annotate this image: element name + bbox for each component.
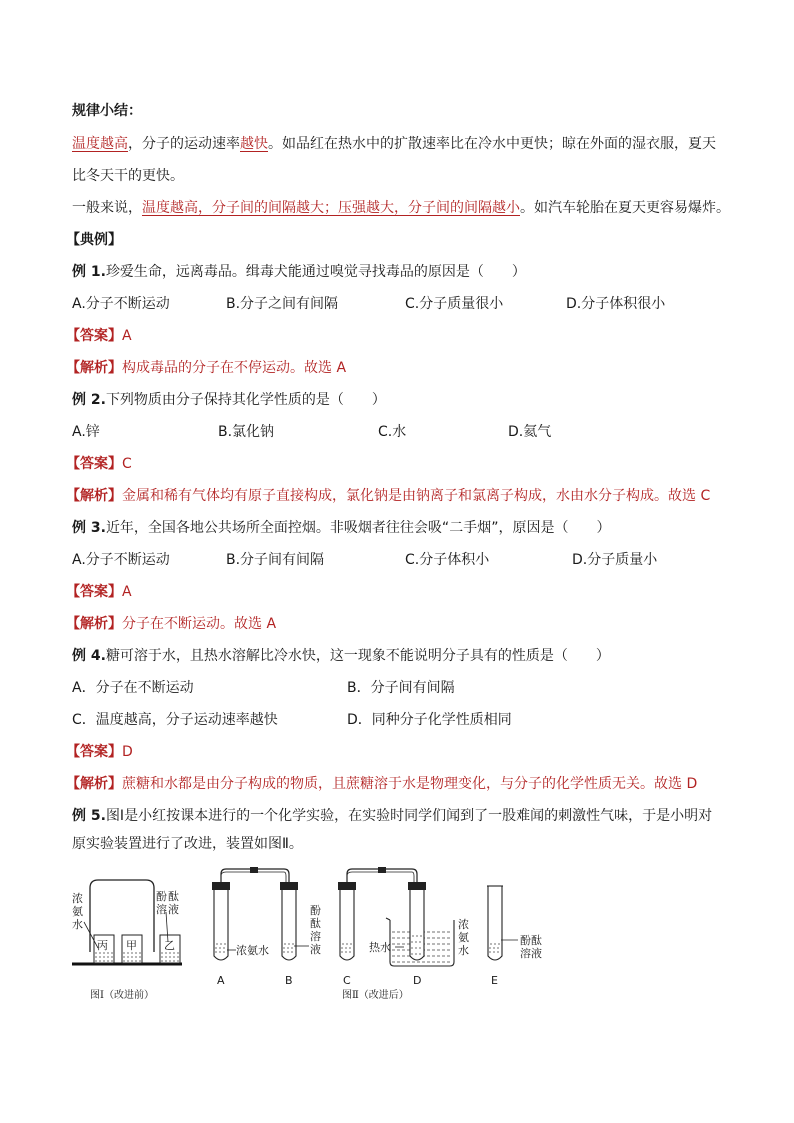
example-label: 例 5. — [72, 808, 106, 824]
summary-p2-underlined: 温度越高，分子间的间隔越大；压强越大，分子间的间隔越小 — [142, 200, 520, 216]
test-tube-a — [214, 890, 228, 960]
example-5-question-line-2: 原实验装置进行了改进，装置如图Ⅱ。 — [72, 836, 303, 852]
example-3-answer — [66, 582, 132, 602]
option-a: A.锌 — [72, 424, 100, 440]
answer-tag: 【答案】 — [66, 328, 122, 344]
example-1-answer — [66, 326, 132, 346]
example-label: 例 4. — [72, 648, 106, 664]
label-char: 液 — [168, 903, 179, 916]
question-text: 下列物质由分子保持其化学性质的是（ ） — [105, 392, 386, 408]
option-b: B.分子之间有间隔 — [226, 296, 339, 312]
option-d: D．同种分子化学性质相同 — [347, 712, 512, 728]
example-4-answer — [66, 742, 133, 762]
tube-letter: B — [285, 974, 293, 987]
analysis-text: 分子在不断运动。故选 A — [122, 616, 277, 632]
summary-paragraph-2 — [72, 198, 730, 218]
example-4-question — [72, 646, 610, 666]
stopper-b — [280, 882, 298, 890]
summary-heading: 规律小结： — [72, 103, 142, 119]
option-d: D.分子体积很小 — [566, 296, 666, 312]
figure-2-left-apparatus — [212, 867, 321, 987]
option-d: D.分子质量小 — [572, 552, 658, 568]
option-c: C.分子质量很小 — [405, 296, 504, 312]
answer-value: A — [122, 328, 132, 344]
analysis-tag: 【解析】 — [66, 488, 122, 504]
summary-p1-underlined: 越快 — [240, 136, 268, 152]
option-c: C.水 — [378, 424, 407, 440]
clamp — [378, 867, 386, 873]
question-text: 图Ⅰ是小红按课本进行的一个化学实验，在实验时同学们闻到了一股难闻的刺激性气味，于是小明对 — [105, 808, 713, 824]
tube-letter: A — [217, 974, 225, 987]
analysis-text: 蔗糖和水都是由分子构成的物质，且蔗糖溶于水是物理变化，与分子的化学性质无关。故选 D — [122, 776, 698, 792]
stopper-c — [338, 882, 356, 890]
label-char: 浓 — [72, 892, 83, 905]
answer-value: C — [122, 456, 132, 472]
figure-2-right-apparatus — [338, 867, 542, 1001]
test-tube-c — [340, 890, 354, 960]
test-tube-b — [282, 890, 296, 960]
analysis-tag: 【解析】 — [66, 360, 122, 376]
example-label: 例 1. — [72, 264, 106, 280]
label-char: 水 — [72, 918, 83, 931]
example-2-question — [72, 390, 386, 410]
hot-water-label: 热水 — [369, 941, 391, 954]
test-tube-d — [410, 890, 424, 960]
label-char: 酚 — [156, 890, 167, 903]
example-5-question — [72, 806, 712, 826]
example-label: 例 2. — [72, 392, 106, 408]
phenol-label-e: 酚酞 — [520, 934, 542, 947]
example-2-analysis — [66, 486, 710, 506]
tube-letter: D — [413, 974, 422, 987]
tube-letter: E — [491, 974, 498, 987]
question-text: 糖可溶于水，且热水溶解比冷水快，这一现象不能说明分子具有的性质是（ ） — [105, 648, 610, 664]
summary-p1-rest: 。如品红在热水中的扩散速率比在冷水中更快；晾在外面的湿衣服，夏天 — [268, 136, 716, 152]
figure-1-apparatus — [72, 880, 182, 1001]
cup-label: 乙 — [164, 939, 175, 952]
label-char: 浓 — [458, 918, 469, 931]
question-text: 近年，全国各地公共场所全面控烟。非吸烟者往往会吸“二手烟”，原因是（ ） — [105, 520, 611, 536]
analysis-tag: 【解析】 — [66, 616, 122, 632]
example-3-analysis — [66, 614, 276, 634]
summary-paragraph-1-line-2: 比冬天干的更快。 — [72, 168, 184, 184]
label-char: 氨 — [458, 931, 469, 944]
answer-value: D — [122, 744, 133, 760]
example-1-question — [72, 262, 526, 282]
option-c: C．温度越高，分子运动速率越快 — [72, 712, 278, 728]
summary-p1-red: 温度越高 — [72, 136, 128, 152]
option-c: C.分子体积小 — [405, 552, 490, 568]
option-a: A.分子不断运动 — [72, 296, 170, 312]
analysis-tag: 【解析】 — [66, 776, 122, 792]
example-2-answer — [66, 454, 132, 474]
answer-tag: 【答案】 — [66, 456, 122, 472]
tube-letter: C — [343, 974, 351, 987]
cup-label: 甲 — [126, 939, 137, 952]
figure-2-caption: 图Ⅱ（改进后） — [342, 990, 409, 1001]
experiment-figure — [70, 860, 670, 1010]
answer-tag: 【答案】 — [66, 744, 122, 760]
label-char: 氨 — [72, 905, 83, 918]
option-b: B.分子间有间隔 — [226, 552, 325, 568]
label-char: 溶 — [156, 903, 167, 916]
option-a: A．分子在不断运动 — [72, 680, 194, 696]
option-b: B.氯化钠 — [218, 424, 275, 440]
analysis-text: 金属和稀有气体均有原子直接构成，氯化钠是由钠离子和氯离子构成，水由水分子构成。故选 C — [122, 488, 711, 504]
label-char: 水 — [458, 944, 469, 957]
clamp — [250, 867, 258, 873]
summary-p1-mid: ，分子的运动速率 — [128, 136, 240, 152]
example-label: 例 3. — [72, 520, 106, 536]
summary-paragraph-1 — [72, 134, 716, 154]
label-char: 溶 — [310, 930, 321, 943]
summary-p2-post: 。如汽车轮胎在夏天更容易爆炸。 — [520, 200, 730, 216]
test-tube-e — [488, 886, 502, 960]
example-1-analysis — [66, 358, 346, 378]
example-3-question — [72, 518, 610, 538]
question-text: 珍爱生命，远离毒品。缉毒犬能通过嗅觉寻找毒品的原因是（ ） — [105, 264, 526, 280]
section-title: 【典例】 — [66, 232, 122, 248]
example-4-analysis — [66, 774, 697, 794]
label-char: 酞 — [168, 890, 179, 903]
cup-label: 丙 — [97, 939, 108, 952]
label-char: 酚 — [310, 904, 321, 917]
option-b: B．分子间有间隔 — [347, 680, 455, 696]
answer-value: A — [122, 584, 132, 600]
option-d: D.氦气 — [508, 424, 552, 440]
answer-tag: 【答案】 — [66, 584, 122, 600]
summary-p2-pre: 一般来说， — [72, 200, 142, 216]
label-char: 酞 — [310, 917, 321, 930]
phenol-label-e: 溶液 — [520, 947, 542, 960]
label-char: 液 — [310, 943, 321, 956]
analysis-text: 构成毒品的分子在不停运动。故选 A — [122, 360, 347, 376]
stopper-d — [408, 882, 426, 890]
figure-1-caption: 图Ⅰ（改进前） — [90, 990, 154, 1001]
stopper-a — [212, 882, 230, 890]
option-a: A.分子不断运动 — [72, 552, 170, 568]
ammonia-label: 浓氨水 — [236, 944, 269, 957]
